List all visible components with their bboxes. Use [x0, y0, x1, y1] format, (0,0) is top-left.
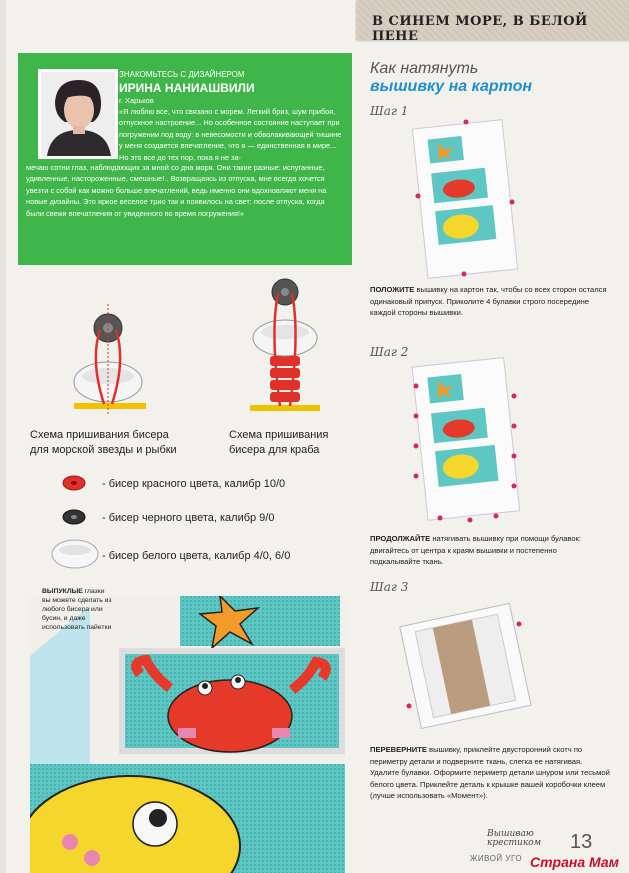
designer-quote-bottom: мечаю сотни глаз, наблюдающих за мной со дна моря. Они такие разные: испуганные, удивленные, настороженные, смешные!.. Возвращаясь из отпуска, мне всегда хочется увезти с собой как можно больше впечатлений, ведь именно они вдохновляют меня на новые дизайны. Это яркое веселое трио так и появилось на свет: после отпуска, когда были свежи впечатления от увиденного во время погружения!» — [26, 163, 327, 218]
legend-bead-black-icon — [61, 508, 87, 526]
step-1-illustration — [400, 118, 530, 280]
watermark: Страна Мам — [530, 854, 620, 870]
step-2-illustration — [400, 356, 530, 524]
diagram-caption-left-line2: для морской звезды и рыбки — [30, 444, 177, 456]
diagram-caption-left-line1: Схема пришивания бисера — [30, 429, 169, 441]
step-3-body: вышивку, приклейте двусторонний скотч по периметру детали и подверните ткань, слегка ее натягивая. Удалите булавки. Оформите периметр детали шнуром или тесьмой белого цвета. Приклейте деталь к крышке вашей коробочки клеем (лучше использовать «Момент»). — [370, 745, 610, 801]
page-edge — [0, 0, 6, 873]
diagram-caption-left — [30, 428, 177, 458]
step-2-label: Шаг 2 — [370, 345, 409, 359]
step-3-text — [370, 744, 610, 802]
legend-black: - бисер черного цвета, калибр 9/0 — [102, 512, 275, 524]
footer-brand-line1: Вышиваю — [487, 829, 534, 839]
designer-city: г. Харьков — [119, 96, 154, 105]
page-number: 13 — [570, 831, 593, 853]
footer-brand-line2: крестиком — [487, 838, 542, 848]
step-1-bold: ПОЛОЖИТЕ — [370, 285, 415, 294]
legend-bead-white-icon — [50, 538, 100, 570]
footer-brand — [487, 830, 541, 848]
bead-diagram-crab — [240, 272, 330, 422]
side-note — [42, 587, 112, 632]
step-1-text — [370, 284, 608, 319]
step-2-text — [370, 533, 608, 568]
designer-box — [18, 53, 352, 265]
legend-white: - бисер белого цвета, калибр 4/0, 6/0 — [102, 550, 291, 562]
step-3-illustration — [395, 594, 535, 734]
footer-section: ЖИВОЙ УГО — [470, 854, 523, 863]
embroidery-photo — [30, 596, 345, 873]
legend-red: - бисер красного цвета, калибр 10/0 — [102, 478, 286, 490]
designer-portrait — [38, 69, 118, 159]
step-2-body: натягивать вышивку при помощи булавок: двигайтесь от центра к краям вышивки и постепенно подкалывайте ткань. — [370, 534, 582, 567]
step-1-label: Шаг 1 — [370, 104, 409, 118]
step-3-bold: ПЕРЕВЕРНИТЕ — [370, 745, 427, 754]
section-title: В СИНЕМ МОРЕ, В БЕЛОЙ ПЕНЕ — [372, 14, 588, 44]
diagram-caption-right-line1: Схема пришивания — [229, 429, 329, 441]
designer-name: ИРИНА НАНИАШВИЛИ — [119, 81, 255, 95]
howto-title-line2: вышивку на картон — [370, 78, 533, 95]
diagram-caption-right — [229, 428, 328, 458]
step-2-bold: ПРОДОЛЖАЙТЕ — [370, 534, 431, 543]
howto-title-line1: Как натянуть — [370, 60, 479, 77]
side-note-bold: ВЫПУКЛЫЕ — [42, 588, 83, 595]
step-3-label: Шаг 3 — [370, 580, 409, 594]
designer-kicker: ЗНАКОМЬТЕСЬ С ДИЗАЙНЕРОМ — [119, 70, 245, 79]
designer-quote-top: «Я люблю все, что связано с морем. Легкий бриз, шум прибоя, отпускное настроение... Но особенное состояние наступает при погружении под воду: в невесомости и обволакивающей тишине у меня создается впечатление, что я — единственная в мире... Но это все до тех пор, пока я не за- — [119, 107, 342, 162]
legend-bead-red-icon — [61, 474, 87, 492]
diagram-caption-right-line2: бисера для краба — [229, 444, 320, 456]
side-note-rest: глазки вы можете сделать из любого бисера или бусин, и даже использовать пайетки — [42, 588, 112, 631]
bead-diagram-starfish-fish — [60, 300, 160, 420]
step-1-body: вышивку на картон так, чтобы со всех сторон остался одинаковый припуск. Приколите 4 булавки строго посередине каждой стороны вышивки. — [370, 285, 607, 318]
